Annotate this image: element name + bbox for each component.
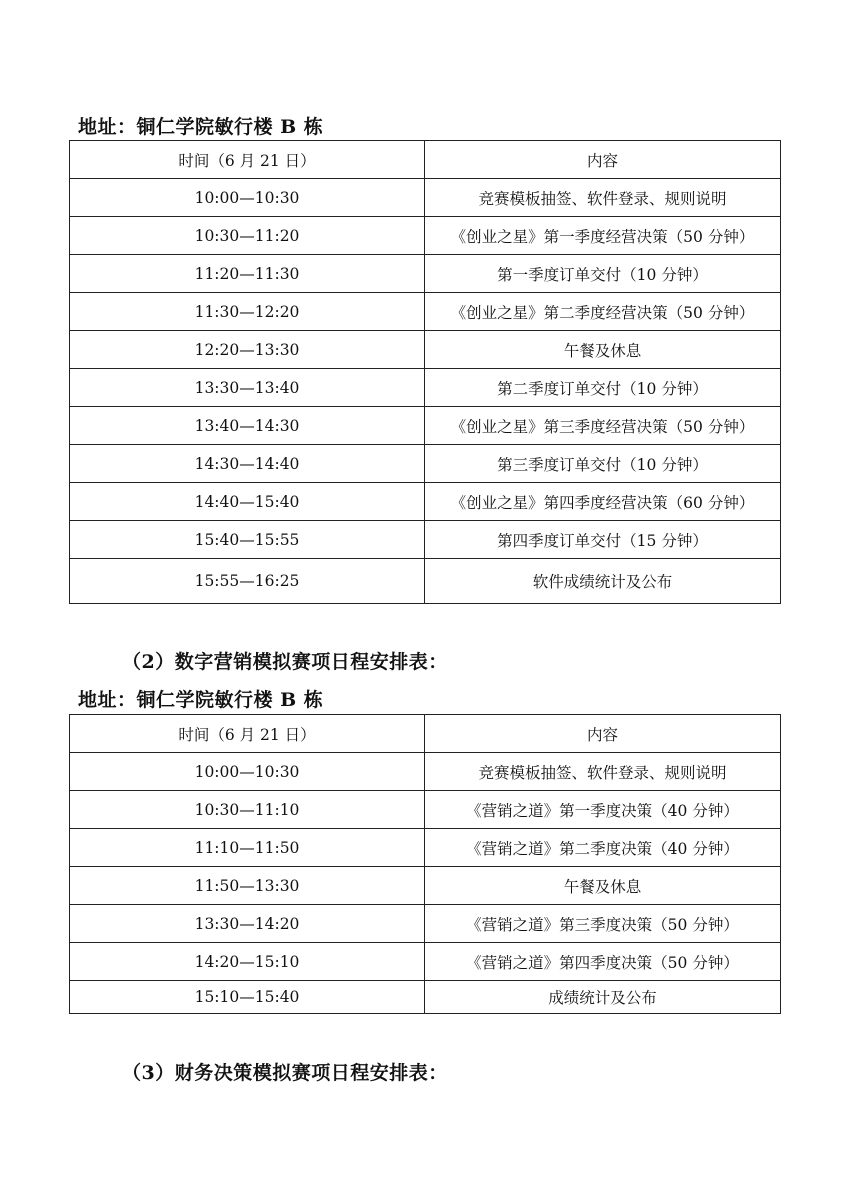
cell-content: 午餐及休息 [425,331,781,369]
cell-time: 13:30—14:20 [70,905,425,943]
cell-time: 15:10—15:40 [70,981,425,1014]
cell-time: 14:40—15:40 [70,483,425,521]
table-row [70,179,781,217]
cell-time: 13:40—14:30 [70,407,425,445]
header-time: 时间（6 月 21 日） [70,715,425,753]
table-row [70,331,781,369]
table-row [70,521,781,559]
cell-time: 14:20—15:10 [70,943,425,981]
cell-content: 第三季度订单交付（10 分钟） [425,445,781,483]
section2-schedule-table [69,714,781,1014]
cell-time: 10:30—11:20 [70,217,425,255]
cell-content: 竞赛模板抽签、软件登录、规则说明 [425,753,781,791]
cell-time: 10:00—10:30 [70,179,425,217]
table-row [70,753,781,791]
cell-time: 15:55—16:25 [70,559,425,604]
section3-heading: （3）财务决策模拟赛项日程安排表： [122,1062,448,1084]
table-row [70,407,781,445]
cell-content: 《创业之星》第二季度经营决策（50 分钟） [425,293,781,331]
table-row [70,483,781,521]
table-row [70,293,781,331]
cell-time: 11:30—12:20 [70,293,425,331]
header-content: 内容 [425,715,781,753]
cell-time: 10:00—10:30 [70,753,425,791]
table-row [70,943,781,981]
table-row [70,981,781,1014]
section1-schedule-table [69,140,781,604]
cell-content: 软件成绩统计及公布 [425,559,781,604]
cell-content: 第二季度订单交付（10 分钟） [425,369,781,407]
cell-content: 《营销之道》第一季度决策（40 分钟） [425,791,781,829]
table-row [70,445,781,483]
table-row [70,369,781,407]
cell-content: 成绩统计及公布 [425,981,781,1014]
cell-content: 第一季度订单交付（10 分钟） [425,255,781,293]
cell-content: 《创业之星》第三季度经营决策（50 分钟） [425,407,781,445]
section1-address: 地址：铜仁学院敏行楼 B 栋 [78,116,324,138]
table-row [70,217,781,255]
header-time: 时间（6 月 21 日） [70,141,425,179]
table-row [70,559,781,604]
cell-content: 第四季度订单交付（15 分钟） [425,521,781,559]
section2-heading: （2）数字营销模拟赛项日程安排表： [122,651,448,673]
table-row [70,867,781,905]
cell-time: 15:40—15:55 [70,521,425,559]
table-row [70,791,781,829]
table-row [70,905,781,943]
cell-content: 午餐及休息 [425,867,781,905]
table-header-row [70,141,781,179]
cell-time: 14:30—14:40 [70,445,425,483]
cell-time: 11:10—11:50 [70,829,425,867]
cell-time: 11:50—13:30 [70,867,425,905]
cell-content: 《创业之星》第一季度经营决策（50 分钟） [425,217,781,255]
cell-content: 竞赛模板抽签、软件登录、规则说明 [425,179,781,217]
cell-content: 《营销之道》第四季度决策（50 分钟） [425,943,781,981]
table-row [70,255,781,293]
table-header-row [70,715,781,753]
cell-content: 《营销之道》第二季度决策（40 分钟） [425,829,781,867]
section2-address: 地址：铜仁学院敏行楼 B 栋 [78,689,324,711]
cell-content: 《创业之星》第四季度经营决策（60 分钟） [425,483,781,521]
header-content: 内容 [425,141,781,179]
cell-content: 《营销之道》第三季度决策（50 分钟） [425,905,781,943]
cell-time: 12:20—13:30 [70,331,425,369]
table-row [70,829,781,867]
cell-time: 11:20—11:30 [70,255,425,293]
cell-time: 10:30—11:10 [70,791,425,829]
cell-time: 13:30—13:40 [70,369,425,407]
